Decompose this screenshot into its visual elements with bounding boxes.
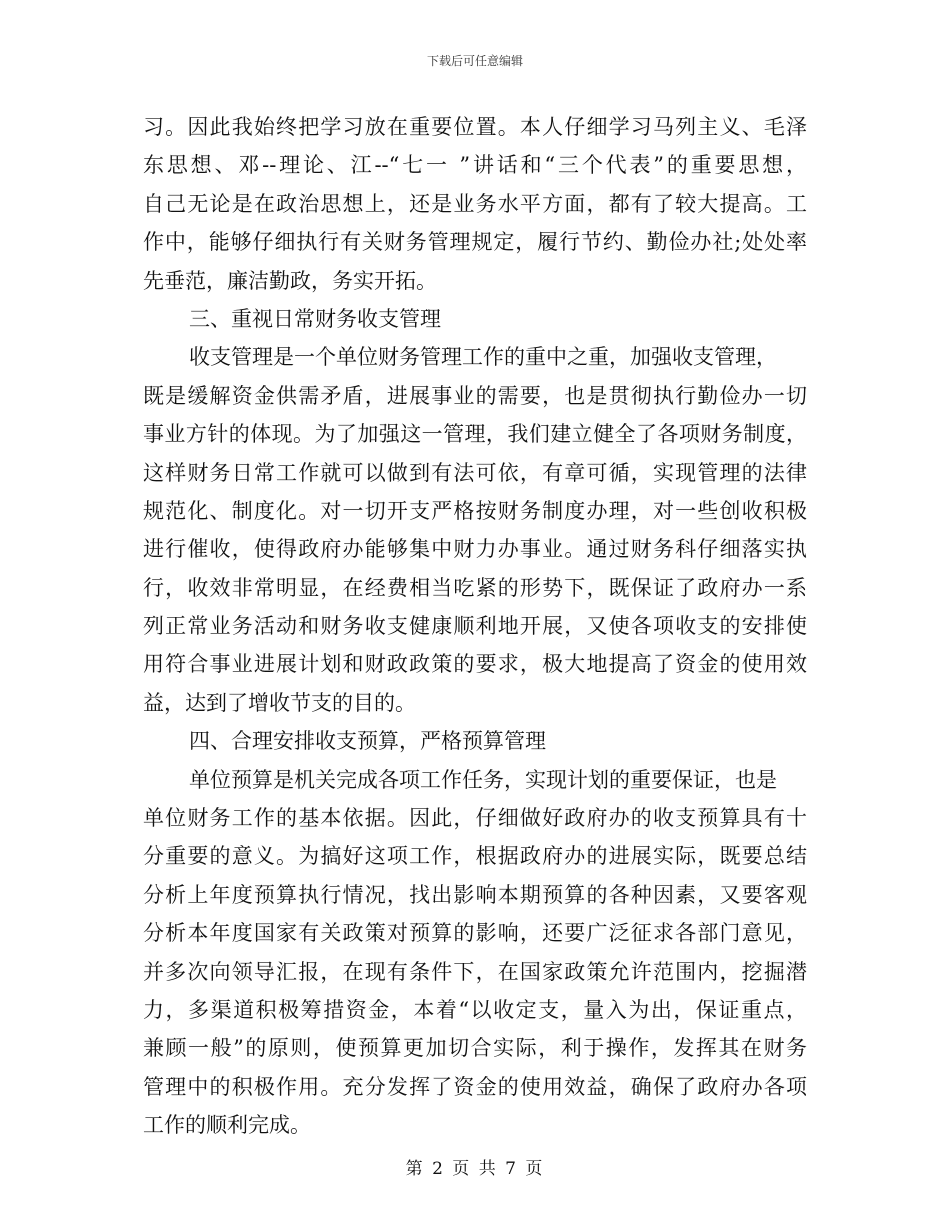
body-line: 收支管理是一个单位财务管理工作的重中之重，加强收支管理， [189, 345, 777, 370]
body-line: 作中，能够仔细执行有关财务管理规定，履行节约、勤俭办社;处处率 [143, 230, 807, 255]
body-line: 用符合事业进展计划和财政政策的要求，极大地提高了资金的使用效 [143, 652, 807, 677]
body-line: 分析上年度预算执行情况，找出影响本期预算的各种因素，又要客观 [143, 882, 807, 907]
body-line: 自己无论是在政治思想上，还是业务水平方面，都有了较大提高。工 [143, 191, 807, 216]
body-line: 先垂范，廉洁勤政，务实开拓。 [143, 268, 437, 293]
body-line: 列正常业务活动和财务收支健康顺利地开展，又使各项收支的安排使 [143, 614, 807, 639]
body-line: 分重要的意义。为搞好这项工作，根据政府办的进展实际，既要总结 [143, 844, 807, 869]
body-line: 事业方针的体现。为了加强这一管理，我们建立健全了各项财务制度， [143, 422, 807, 447]
page-header: 下载后可任意编辑 [426, 54, 523, 68]
section-heading: 三、重视日常财务收支管理 [189, 306, 441, 331]
body-line: 益，达到了增收节支的目的。 [143, 690, 416, 715]
body-line: 管理中的积极作用。充分发挥了资金的使用效益，确保了政府办各项 [143, 1074, 807, 1099]
section-heading: 四、合理安排收支预算，严格预算管理 [189, 729, 546, 754]
body-line: 习。因此我始终把学习放在重要位置。本人仔细学习马列主义、毛泽 [143, 115, 807, 139]
body-line: 单位财务工作的基本依据。因此，仔细做好政府办的收支预算具有十 [143, 806, 807, 831]
body-line: 力，多渠道积极筹措资金，本着“以收定支，量入为出，保证重点， [143, 997, 807, 1022]
body-line: 规范化、制度化。对一切开支严格按财务制度办理，对一些创收积极 [143, 498, 807, 523]
body-line: 既是缓解资金供需矛盾，进展事业的需要，也是贯彻执行勤俭办一切 [143, 383, 807, 408]
body-line: 东思想、邓--理论、江--“七一 ”讲话和“三个代表”的重要思想， [143, 153, 807, 178]
page-number: 第 2 页 共 7 页 [405, 1159, 545, 1179]
body-line: 这样财务日常工作就可以做到有法可依，有章可循，实现管理的法律 [143, 460, 807, 485]
document-body [143, 108, 807, 1145]
body-line: 行，收效非常明显，在经费相当吃紧的形势下，既保证了政府办一系 [143, 575, 807, 600]
body-line: 兼顾一般”的原则，使预算更加切合实际，利于操作，发挥其在财务 [143, 1036, 807, 1061]
body-line: 并多次向领导汇报，在现有条件下，在国家政策允许范围内，挖掘潜 [143, 959, 807, 984]
body-line: 分析本年度国家有关政策对预算的影响，还要广泛征求各部门意见， [143, 921, 807, 946]
body-line: 进行催收，使得政府办能够集中财力办事业。通过财务科仔细落实执 [143, 537, 807, 562]
body-line: 单位预算是机关完成各项工作任务，实现计划的重要保证，也是 [189, 767, 777, 792]
body-line: 工作的顺利完成。 [143, 1113, 311, 1138]
